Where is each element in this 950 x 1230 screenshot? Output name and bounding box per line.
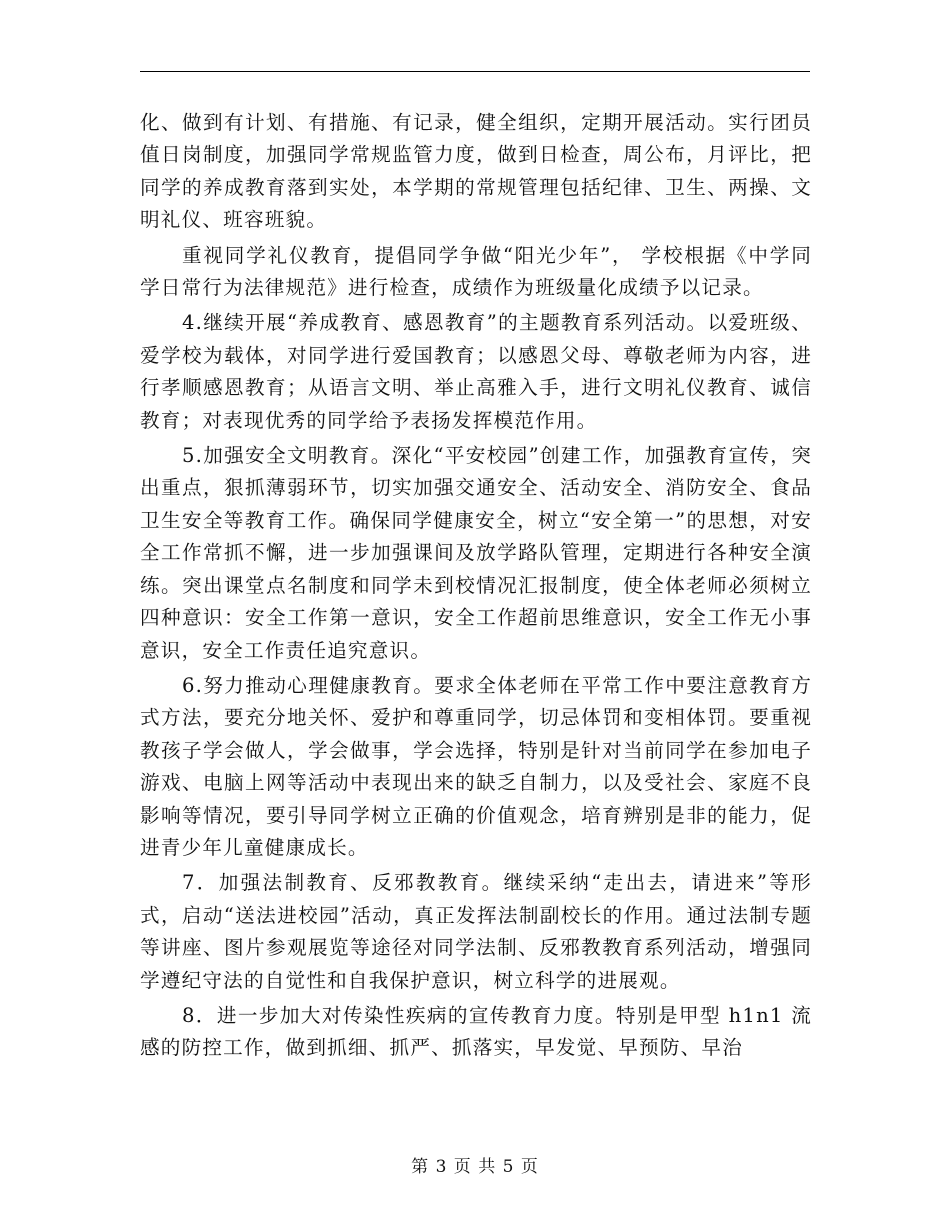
paragraph-2: 重视同学礼仪教育，提倡同学争做“阳光少年”， 学校根据《中学同学日常行为法律规范》进行检查，成绩作为班级量化成绩予以记录。 <box>140 243 812 300</box>
paragraph-5: 6.努力推动心理健康教育。要求全体老师在平常工作中要注意教育方式方法，要充分地关怀、爱护和尊重同学，切忌体罚和变相体罚。要重视教孩子学会做人，学会做事，学会选择，特别是针对当前同学在参加电子游戏、电脑上网等活动中表现出来的缺乏自制力，以及受社会、家庭不良影响等情况，要引导同学树立正确的价值观念，培育辨别是非的能力，促进青少年儿童健康成长。 <box>140 673 812 859</box>
paragraph-1: 化、做到有计划、有措施、有记录，健全组织，定期开展活动。实行团员值日岗制度，加强同学常规监管力度，做到日检查，周公布，月评比，把同学的养成教育落到实处，本学期的常规管理包括纪律、卫生、两操、文明礼仪、班容班貌。 <box>140 111 812 232</box>
document-body <box>140 107 812 1065</box>
header-rule <box>140 71 810 72</box>
paragraph-4: 5.加强安全文明教育。深化“平安校园”创建工作，加强教育宣传，突出重点，狠抓薄弱环节，切实加强交通安全、活动安全、消防安全、食品卫生安全等教育工作。确保同学健康安全，树立“安全第一”的思想，对安全工作常抓不懈，进一步加强课间及放学路队管理，定期进行各种安全演练。突出课堂点名制度和同学未到校情况汇报制度，使全体老师必须树立四种意识：安全工作第一意识，安全工作超前思维意识，安全工作无小事意识，安全工作责任追究意识。 <box>140 444 812 662</box>
page-number-footer: 第 3 页 共 5 页 <box>411 1157 539 1177</box>
paragraph-7: 8．进一步加大对传染性疾病的宣传教育力度。特别是甲型 h1n1 流感的防控工作，做到抓细、抓严、抓落实，早发觉、早预防、早治 <box>140 1003 812 1060</box>
paragraph-6: 7．加强法制教育、反邪教教育。继续采纳“走出去，请进来”等形式，启动“送法进校园”活动，真正发挥法制副校长的作用。通过法制专题等讲座、图片参观展览等途径对同学法制、反邪教教育系列活动，增强同学遵纪守法的自觉性和自我保护意识，树立科学的进展观。 <box>140 871 812 992</box>
paragraph-3: 4.继续开展“养成教育、感恩教育”的主题教育系列活动。以爱班级、爱学校为载体，对同学进行爱国教育；以感恩父母、尊敬老师为内容，进行孝顺感恩教育；从语言文明、举止高雅入手，进行文明礼仪教育、诚信教育；对表现优秀的同学给予表扬发挥模范作用。 <box>140 311 812 432</box>
